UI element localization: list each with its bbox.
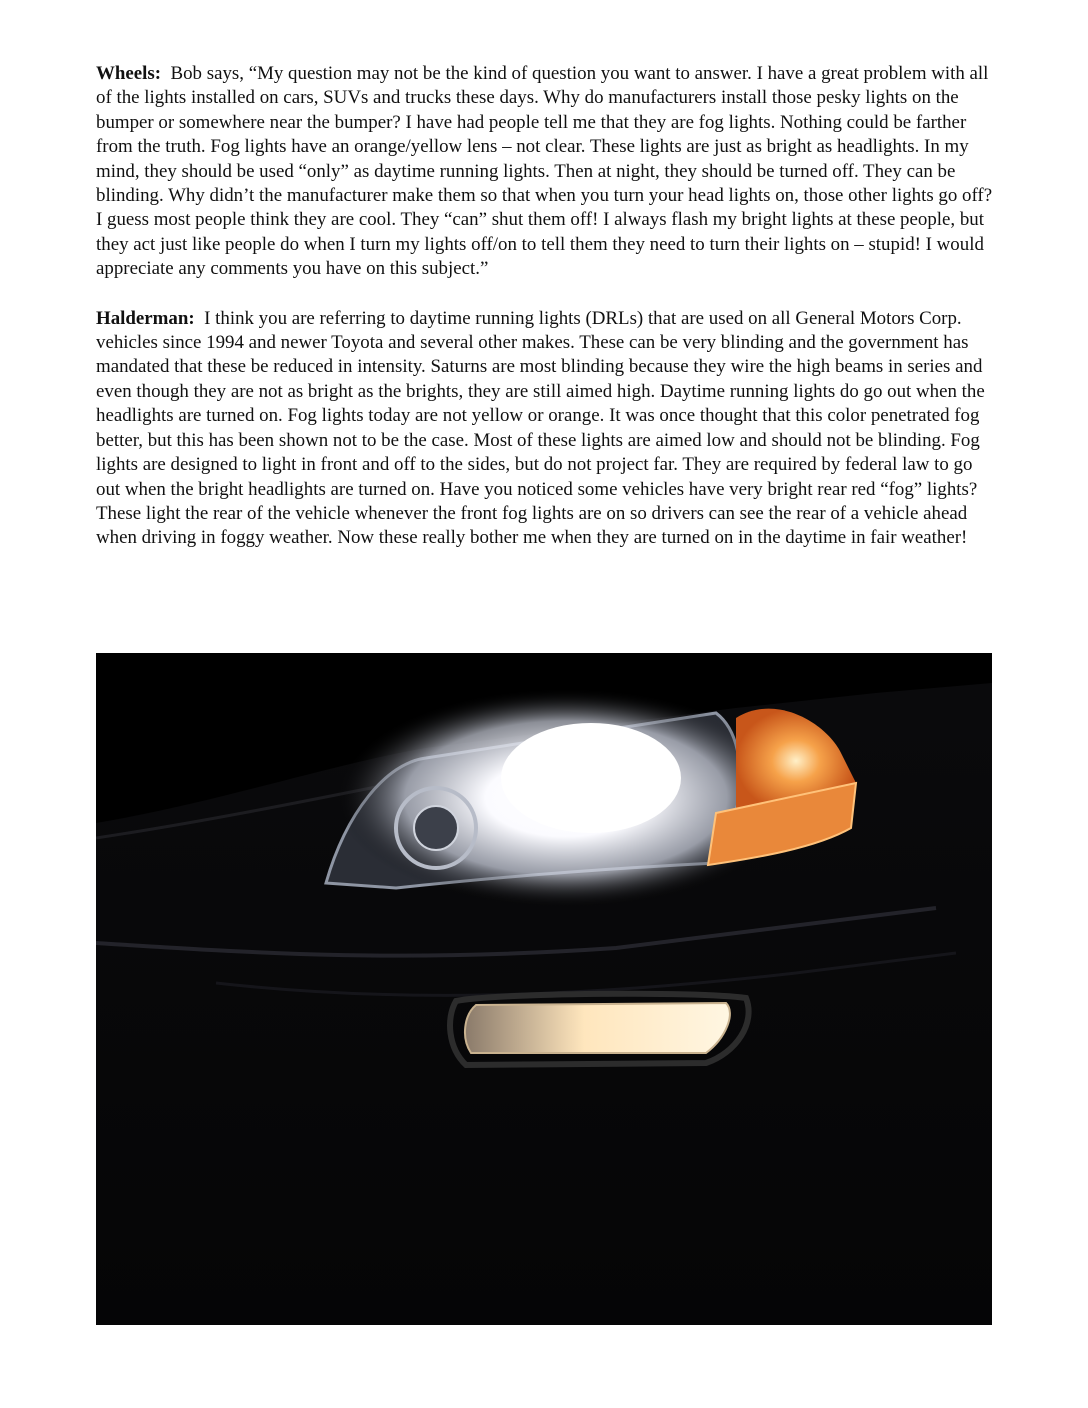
- answer-paragraph: [96, 307, 996, 551]
- question-text: Bob says, “My question may not be the kind of question you want to answer. I have a great problem with all of the lights installed on cars, SUVs and trucks these days. Why do manufacturers install those pesky lights on the bumper or somewhere near the bumper? I have had people tell me that they are fog lights. Nothing could be farther from the truth. Fog lights have an orange/yellow lens – not clear. These lights are just as bright as headlights. In my mind, they should be used “only” as daytime running lights. Then at night, they should be turned off. They can be blinding. Why didn’t the manufacturer make them so that when you turn your head lights on, those other lights go off? I guess most people think they are cool. They “can” shut them off! I always flash my bright lights at these people, but they act just like people do when I turn my lights off/on to tell them they need to turn their lights on – stupid! I would appreciate any comments you have on this subject.”: [96, 63, 993, 280]
- answer-speaker: Halderman:: [96, 307, 195, 329]
- headlight-photo: [96, 653, 992, 1325]
- headlight-photo-illustration: [96, 653, 992, 1325]
- article-body: [96, 62, 996, 576]
- question-paragraph: [96, 62, 996, 282]
- question-speaker: Wheels:: [96, 63, 162, 84]
- answer-text: I think you are referring to daytime running lights (DRLs) that are used on all General Motors Corp. vehicles since 1994 and newer Toyota and several other makes. These can be very blinding and the government has mandated that these be reduced in intensity. Saturns are most blinding because they wire the high beams in series and even though they are not as bright as the brights, they are still aimed high. Daytime running lights do go out when the headlights are turned on. Fog lights today are not yellow or orange. It was once thought that this color penetrated fog better, but this has been shown not to be the case. Most of these lights are aimed low and should not be blinding. Fog lights are designed to light in front and off to the sides, but do not project far. They are required by federal law to go out when the bright headlights are turned on. Have you noticed some vehicles have very bright rear red “fog” lights? These light the rear of the vehicle whenever the front fog lights are on so drivers can see the rear of a vehicle ahead when driving in foggy weather. Now these really bother me when they are turned on in the daytime in fair weather!: [96, 307, 985, 549]
